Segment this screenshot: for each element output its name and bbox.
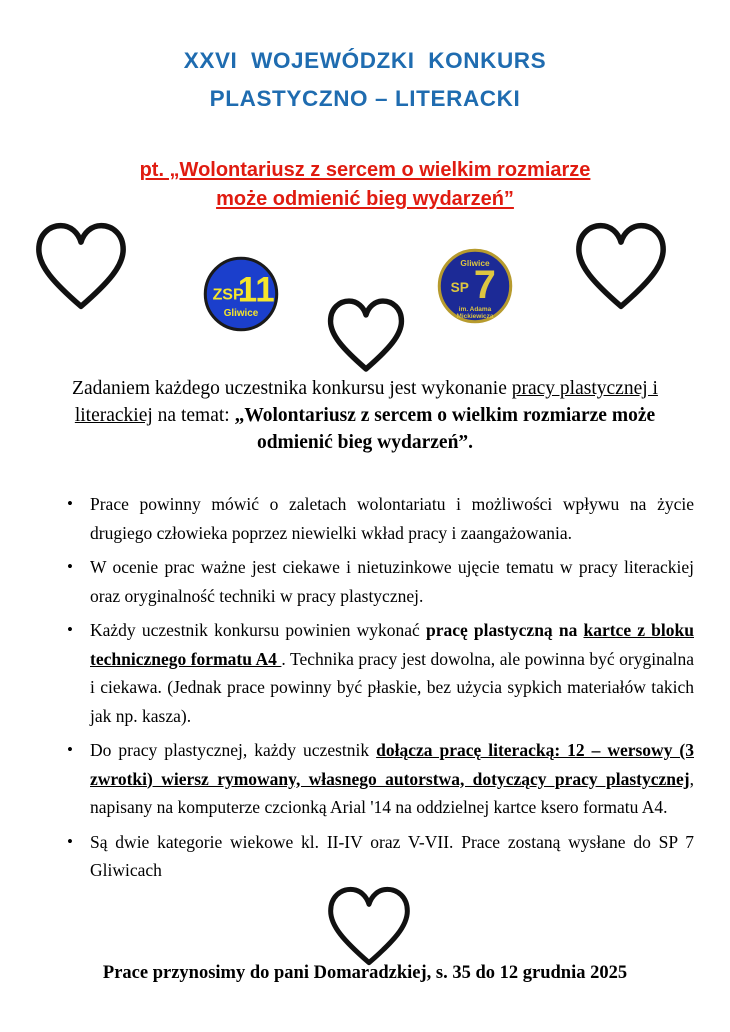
list-item	[62, 828, 694, 885]
logo-sp-7-gliwice	[437, 248, 513, 324]
logo-sp-patron-line-1: im. Adama	[458, 306, 492, 314]
bullet-text-seg-3: , napisany na komputerze czcionką Arial '14 na oddzielnej kartce ksero formatu A4.	[90, 768, 694, 817]
title-line-1: XXVI WOJEWÓDZKI KONKURS	[183, 48, 547, 73]
bullet-text-seg-1: Każdy uczestnik konkursu powinien wykonać	[90, 620, 426, 640]
intro-part-2: na temat:	[152, 405, 235, 426]
logo-zsp-school-label: ZSP	[212, 286, 244, 304]
bullet-text-seg-2-bold-underline: dołącza pracę literacką: 12 – wersowy (3 zwrotki) wiersz rymowany, własnego autorstwa, dotyczący pracy plastycznej	[90, 740, 694, 789]
bullet-text-seg-2-bold: pracę plastyczną na	[425, 620, 584, 640]
list-item	[62, 490, 694, 547]
intro-paragraph	[70, 375, 660, 456]
logo-sp-school-label: SP	[450, 280, 469, 296]
page-subtitle	[0, 156, 730, 214]
logo-zsp-number: 11	[237, 270, 275, 310]
intro-part-1: Zadaniem każdego uczestnika konkursu jest wykonanie	[72, 378, 512, 399]
bullet-text: W ocenie prac ważne jest ciekawe i nietuzinkowe ujęcie tematu w pracy literackiej oraz oryginalność techniki w pracy plastycznej.	[90, 557, 694, 606]
list-item	[62, 553, 694, 610]
bullet-text-seg-4: . Technika pracy jest dowolna, ale powinna być oryginalna i ciekawa. (Jednak prace powinny być płaskie, bez użycia sypkich materiałów takich jak np. kasza).	[90, 648, 694, 726]
logo-sp-patron-line-2: Mickiewicza	[456, 312, 494, 320]
subtitle-line-2: może odmienić bieg wydarzeń”	[216, 188, 514, 210]
logo-zsp-city: Gliwice	[223, 308, 259, 320]
heart-top-right-icon	[575, 222, 667, 310]
heart-bottom-center-icon	[327, 886, 411, 966]
page-title	[0, 42, 730, 118]
subtitle-line-1: pt. „Wolontariusz z sercem o wielkim rozmiarze	[139, 159, 591, 181]
bullet-text: Prace powinny mówić o zaletach wolontariatu i możliwości wpływu na życie drugiego człowieka poprzez niewielki wkład pracy i zaangażowania.	[90, 494, 694, 543]
bullet-text: Są dwie kategorie wiekowe kl. II-IV oraz V-VII. Prace zostaną wysłane do SP 7 Gliwicach	[90, 831, 694, 880]
logo-sp-number: 7	[473, 263, 496, 308]
title-line-2: PLASTYCZNO – LITERACKI	[209, 86, 521, 111]
heart-top-center-icon	[327, 298, 405, 372]
bullet-text-seg-1: Do pracy plastycznej, każdy uczestnik	[90, 740, 377, 760]
logo-sp-city: Gliwice	[460, 258, 490, 269]
heart-top-left-icon	[35, 222, 127, 310]
intro-bold-theme: „Wolontariusz z sercem o wielkim rozmiarze może odmienić bieg wydarzeń”.	[234, 405, 656, 453]
list-item	[62, 616, 694, 730]
rules-list	[62, 490, 694, 891]
submission-note: Prace przynosimy do pani Domaradzkiej, s. 35 do 12 grudnia 2025	[102, 963, 628, 983]
logo-zsp-11-gliwice	[203, 256, 279, 332]
intro-underlined-task: pracy plastycznej i literackiej	[74, 378, 658, 426]
list-item	[62, 736, 694, 822]
bullet-text-seg-3-bold-underline: kartce z bloku technicznego formatu A4	[90, 620, 694, 669]
